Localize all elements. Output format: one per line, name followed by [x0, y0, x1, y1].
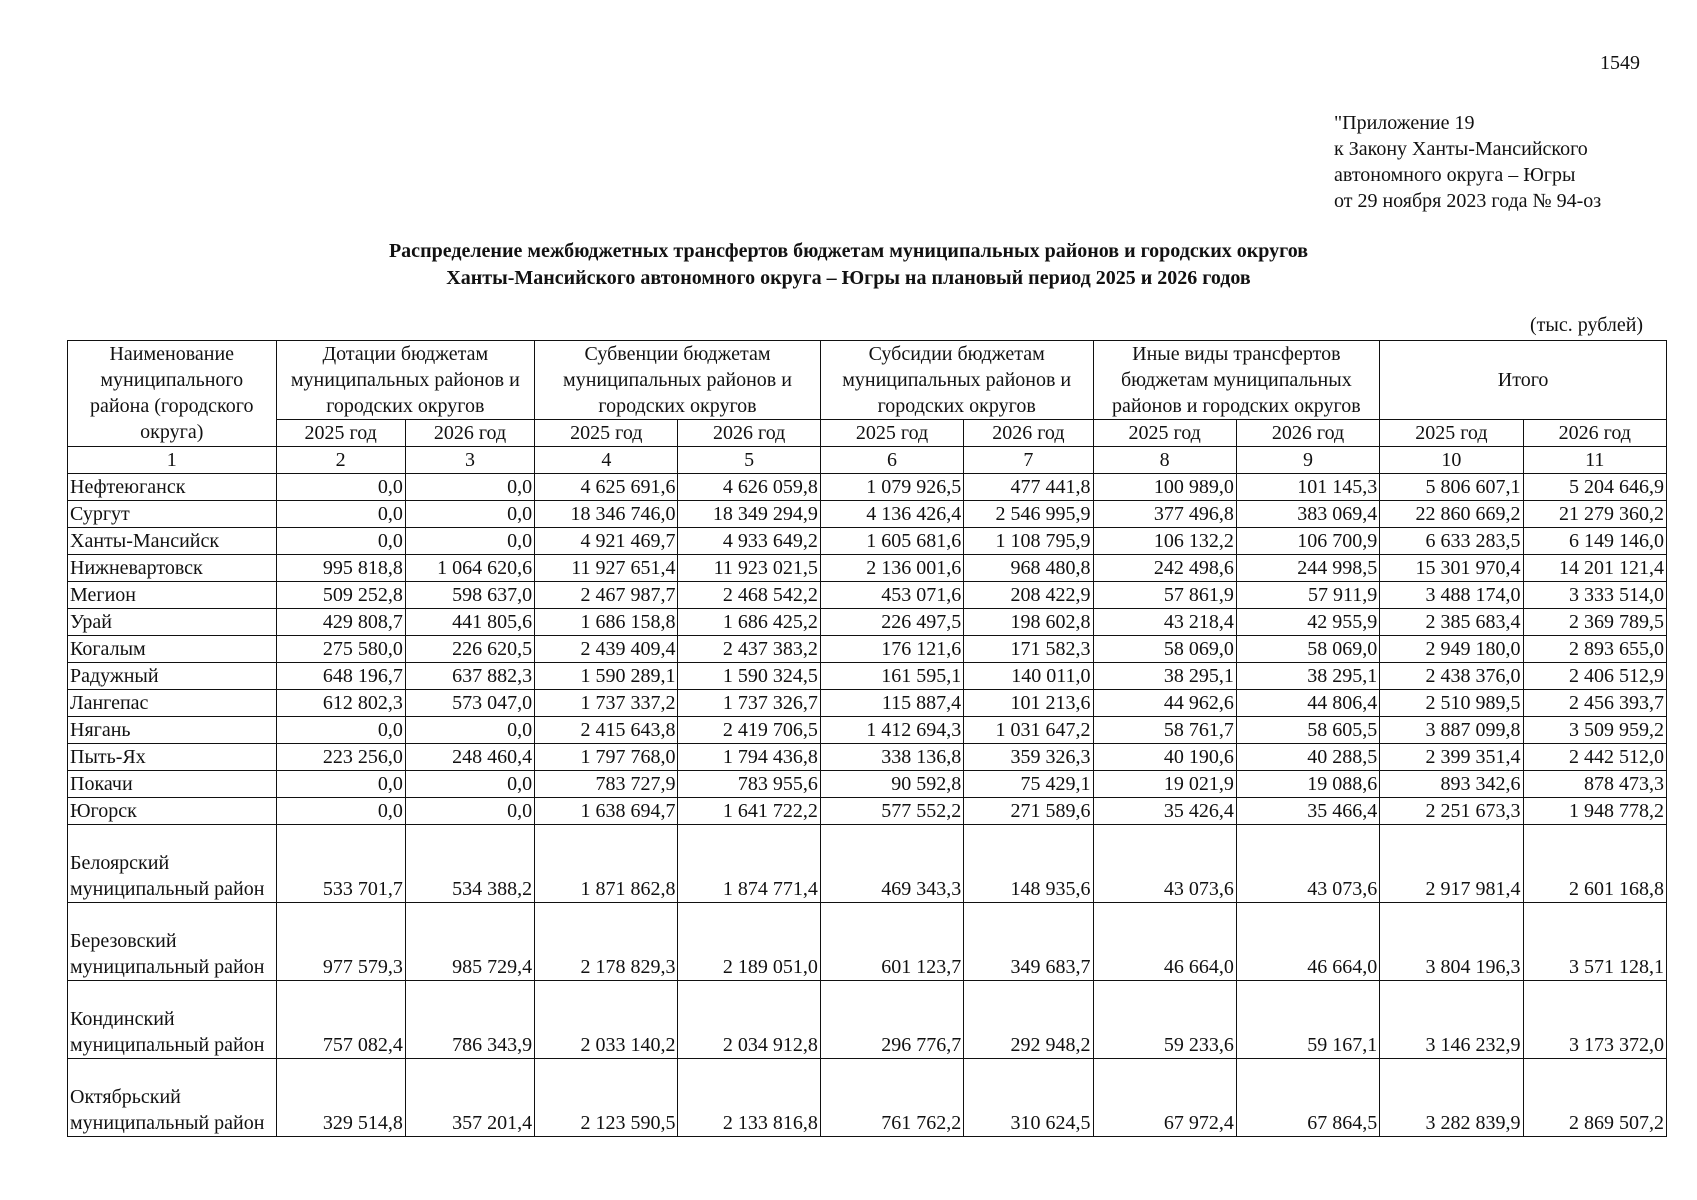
value-cell: 42 955,9 [1236, 609, 1379, 636]
header-municipality: Наименование муниципального района (городского округа) [68, 341, 277, 447]
title-line: Распределение межбюджетных трансфертов бюджетам муниципальных районов и городских округов [388, 240, 1309, 262]
value-cell: 271 589,6 [964, 798, 1093, 825]
value-cell: 985 729,4 [405, 903, 534, 981]
column-number-row [68, 447, 1667, 474]
year-header: 2025 год [820, 420, 963, 447]
value-cell: 46 664,0 [1236, 903, 1379, 981]
value-cell: 1 590 289,1 [535, 663, 678, 690]
municipality-name: Кондинский муниципальный район [68, 981, 277, 1059]
value-cell: 429 808,7 [276, 609, 405, 636]
appendix-line: "Приложение 19 [1334, 112, 1475, 134]
value-cell: 2 546 995,9 [964, 501, 1093, 528]
value-cell: 3 173 372,0 [1523, 981, 1666, 1059]
value-cell: 0,0 [405, 717, 534, 744]
value-cell: 43 073,6 [1093, 825, 1236, 903]
municipality-name: Лангепас [68, 690, 277, 717]
value-cell: 1 079 926,5 [820, 474, 963, 501]
year-header: 2026 год [1523, 420, 1666, 447]
value-cell: 248 460,4 [405, 744, 534, 771]
table-row [68, 663, 1667, 690]
table-row [68, 582, 1667, 609]
value-cell: 106 132,2 [1093, 528, 1236, 555]
value-cell: 43 073,6 [1236, 825, 1379, 903]
value-cell: 4 933 649,2 [678, 528, 820, 555]
value-cell: 3 509 959,2 [1523, 717, 1666, 744]
value-cell: 1 590 324,5 [678, 663, 820, 690]
municipality-name: Нягань [68, 717, 277, 744]
value-cell: 0,0 [405, 798, 534, 825]
table-row [68, 744, 1667, 771]
value-cell: 275 580,0 [276, 636, 405, 663]
value-cell: 3 282 839,9 [1380, 1059, 1523, 1137]
value-cell: 11 927 651,4 [535, 555, 678, 582]
column-number: 6 [820, 447, 963, 474]
value-cell: 226 497,5 [820, 609, 963, 636]
value-cell: 5 204 646,9 [1523, 474, 1666, 501]
value-cell: 1 064 620,6 [405, 555, 534, 582]
value-cell: 329 514,8 [276, 1059, 405, 1137]
value-cell: 242 498,6 [1093, 555, 1236, 582]
value-cell: 573 047,0 [405, 690, 534, 717]
units-label: (тыс. рублей) [1530, 314, 1644, 336]
column-number: 5 [678, 447, 820, 474]
year-header: 2026 год [678, 420, 820, 447]
header-group-row [68, 341, 1667, 420]
header-other-transfers: Иные виды трансфертов бюджетам муниципальных районов и городских округов [1093, 341, 1380, 420]
value-cell: 38 295,1 [1093, 663, 1236, 690]
value-cell: 534 388,2 [405, 825, 534, 903]
value-cell: 3 333 514,0 [1523, 582, 1666, 609]
value-cell: 1 031 647,2 [964, 717, 1093, 744]
value-cell: 35 426,4 [1093, 798, 1236, 825]
value-cell: 4 625 691,6 [535, 474, 678, 501]
value-cell: 6 149 146,0 [1523, 528, 1666, 555]
value-cell: 3 488 174,0 [1380, 582, 1523, 609]
column-number: 8 [1093, 447, 1236, 474]
value-cell: 1 871 862,8 [535, 825, 678, 903]
value-cell: 15 301 970,4 [1380, 555, 1523, 582]
value-cell: 11 923 021,5 [678, 555, 820, 582]
column-number: 3 [405, 447, 534, 474]
value-cell: 19 021,9 [1093, 771, 1236, 798]
value-cell: 968 480,8 [964, 555, 1093, 582]
value-cell: 783 955,6 [678, 771, 820, 798]
value-cell: 383 069,4 [1236, 501, 1379, 528]
value-cell: 441 805,6 [405, 609, 534, 636]
value-cell: 637 882,3 [405, 663, 534, 690]
value-cell: 2 438 376,0 [1380, 663, 1523, 690]
value-cell: 2 399 351,4 [1380, 744, 1523, 771]
municipality-name: Покачи [68, 771, 277, 798]
value-cell: 2 510 989,5 [1380, 690, 1523, 717]
value-cell: 977 579,3 [276, 903, 405, 981]
column-number: 10 [1380, 447, 1523, 474]
value-cell: 0,0 [276, 528, 405, 555]
value-cell: 1 948 778,2 [1523, 798, 1666, 825]
value-cell: 2 601 168,8 [1523, 825, 1666, 903]
value-cell: 208 422,9 [964, 582, 1093, 609]
value-cell: 44 806,4 [1236, 690, 1379, 717]
header-total: Итого [1380, 341, 1667, 420]
value-cell: 101 145,3 [1236, 474, 1379, 501]
table-row [68, 981, 1667, 1059]
title-line: Ханты-Мансийского автономного округа – Югры на плановый период 2025 и 2026 годов [446, 267, 1251, 289]
value-cell: 59 167,1 [1236, 981, 1379, 1059]
column-number: 1 [68, 447, 277, 474]
value-cell: 171 582,3 [964, 636, 1093, 663]
value-cell: 40 190,6 [1093, 744, 1236, 771]
value-cell: 893 342,6 [1380, 771, 1523, 798]
municipality-name: Ханты-Мансийск [68, 528, 277, 555]
value-cell: 0,0 [276, 717, 405, 744]
value-cell: 1 605 681,6 [820, 528, 963, 555]
value-cell: 786 343,9 [405, 981, 534, 1059]
header-grants: Дотации бюджетам муниципальных районов и городских округов [276, 341, 535, 420]
value-cell: 2 136 001,6 [820, 555, 963, 582]
value-cell: 3 146 232,9 [1380, 981, 1523, 1059]
value-cell: 577 552,2 [820, 798, 963, 825]
value-cell: 46 664,0 [1093, 903, 1236, 981]
value-cell: 59 233,6 [1093, 981, 1236, 1059]
value-cell: 2 949 180,0 [1380, 636, 1523, 663]
table-row [68, 771, 1667, 798]
value-cell: 1 686 425,2 [678, 609, 820, 636]
value-cell: 0,0 [276, 798, 405, 825]
value-cell: 14 201 121,4 [1523, 555, 1666, 582]
table-row [68, 636, 1667, 663]
page-number: 1549 [1600, 52, 1640, 74]
value-cell: 2 893 655,0 [1523, 636, 1666, 663]
municipality-name: Когалым [68, 636, 277, 663]
value-cell: 349 683,7 [964, 903, 1093, 981]
value-cell: 0,0 [276, 771, 405, 798]
table-row [68, 528, 1667, 555]
value-cell: 2 133 816,8 [678, 1059, 820, 1137]
value-cell: 2 385 683,4 [1380, 609, 1523, 636]
value-cell: 1 641 722,2 [678, 798, 820, 825]
value-cell: 4 626 059,8 [678, 474, 820, 501]
appendix-line: автономного округа – Югры [1334, 164, 1576, 186]
value-cell: 0,0 [405, 501, 534, 528]
table-row [68, 690, 1667, 717]
value-cell: 357 201,4 [405, 1059, 534, 1137]
year-header: 2025 год [1380, 420, 1523, 447]
year-header: 2025 год [276, 420, 405, 447]
value-cell: 338 136,8 [820, 744, 963, 771]
value-cell: 58 605,5 [1236, 717, 1379, 744]
table-row [68, 798, 1667, 825]
value-cell: 477 441,8 [964, 474, 1093, 501]
document-title [0, 238, 1697, 292]
column-number: 9 [1236, 447, 1379, 474]
table-row [68, 903, 1667, 981]
value-cell: 101 213,6 [964, 690, 1093, 717]
municipality-name: Березовский муниципальный район [68, 903, 277, 981]
value-cell: 58 069,0 [1093, 636, 1236, 663]
value-cell: 2 917 981,4 [1380, 825, 1523, 903]
value-cell: 2 369 789,5 [1523, 609, 1666, 636]
appendix-reference [1334, 110, 1601, 214]
value-cell: 359 326,3 [964, 744, 1093, 771]
value-cell: 509 252,8 [276, 582, 405, 609]
value-cell: 783 727,9 [535, 771, 678, 798]
value-cell: 2 442 512,0 [1523, 744, 1666, 771]
value-cell: 2 869 507,2 [1523, 1059, 1666, 1137]
value-cell: 67 972,4 [1093, 1059, 1236, 1137]
table-row [68, 717, 1667, 744]
value-cell: 2 034 912,8 [678, 981, 820, 1059]
value-cell: 1 108 795,9 [964, 528, 1093, 555]
value-cell: 22 860 669,2 [1380, 501, 1523, 528]
value-cell: 2 406 512,9 [1523, 663, 1666, 690]
value-cell: 2 456 393,7 [1523, 690, 1666, 717]
value-cell: 2 189 051,0 [678, 903, 820, 981]
value-cell: 878 473,3 [1523, 771, 1666, 798]
table-row [68, 825, 1667, 903]
table-row [68, 609, 1667, 636]
value-cell: 6 633 283,5 [1380, 528, 1523, 555]
value-cell: 377 496,8 [1093, 501, 1236, 528]
value-cell: 18 346 746,0 [535, 501, 678, 528]
table-row [68, 474, 1667, 501]
value-cell: 4 136 426,4 [820, 501, 963, 528]
table-row [68, 555, 1667, 582]
municipality-name: Урай [68, 609, 277, 636]
value-cell: 21 279 360,2 [1523, 501, 1666, 528]
value-cell: 0,0 [405, 474, 534, 501]
value-cell: 2 439 409,4 [535, 636, 678, 663]
value-cell: 2 419 706,5 [678, 717, 820, 744]
municipality-name: Югорск [68, 798, 277, 825]
value-cell: 995 818,8 [276, 555, 405, 582]
value-cell: 58 761,7 [1093, 717, 1236, 744]
table-row [68, 501, 1667, 528]
value-cell: 38 295,1 [1236, 663, 1379, 690]
value-cell: 648 196,7 [276, 663, 405, 690]
transfers-table [67, 340, 1667, 1137]
value-cell: 75 429,1 [964, 771, 1093, 798]
value-cell: 57 911,9 [1236, 582, 1379, 609]
value-cell: 1 794 436,8 [678, 744, 820, 771]
column-number: 7 [964, 447, 1093, 474]
municipality-name: Мегион [68, 582, 277, 609]
value-cell: 3 887 099,8 [1380, 717, 1523, 744]
value-cell: 0,0 [405, 771, 534, 798]
value-cell: 2 178 829,3 [535, 903, 678, 981]
municipality-name: Нижневартовск [68, 555, 277, 582]
header-subsidies: Субсидии бюджетам муниципальных районов и городских округов [820, 341, 1093, 420]
municipality-name: Белоярский муниципальный район [68, 825, 277, 903]
value-cell: 67 864,5 [1236, 1059, 1379, 1137]
value-cell: 40 288,5 [1236, 744, 1379, 771]
value-cell: 148 935,6 [964, 825, 1093, 903]
year-header: 2026 год [1236, 420, 1379, 447]
table-body [68, 474, 1667, 1137]
year-header: 2026 год [964, 420, 1093, 447]
value-cell: 296 776,7 [820, 981, 963, 1059]
value-cell: 2 251 673,3 [1380, 798, 1523, 825]
value-cell: 43 218,4 [1093, 609, 1236, 636]
value-cell: 115 887,4 [820, 690, 963, 717]
value-cell: 44 962,6 [1093, 690, 1236, 717]
municipality-name: Сургут [68, 501, 277, 528]
value-cell: 198 602,8 [964, 609, 1093, 636]
value-cell: 601 123,7 [820, 903, 963, 981]
appendix-line: к Закону Ханты-Мансийского [1334, 138, 1588, 160]
value-cell: 106 700,9 [1236, 528, 1379, 555]
value-cell: 2 033 140,2 [535, 981, 678, 1059]
value-cell: 757 082,4 [276, 981, 405, 1059]
value-cell: 3 804 196,3 [1380, 903, 1523, 981]
year-header: 2026 год [405, 420, 534, 447]
value-cell: 0,0 [405, 528, 534, 555]
value-cell: 2 123 590,5 [535, 1059, 678, 1137]
value-cell: 244 998,5 [1236, 555, 1379, 582]
value-cell: 3 571 128,1 [1523, 903, 1666, 981]
appendix-line: от 29 ноября 2023 года № 94-оз [1334, 190, 1602, 212]
value-cell: 19 088,6 [1236, 771, 1379, 798]
value-cell: 226 620,5 [405, 636, 534, 663]
value-cell: 761 762,2 [820, 1059, 963, 1137]
municipality-name: Нефтеюганск [68, 474, 277, 501]
table-row [68, 1059, 1667, 1137]
value-cell: 161 595,1 [820, 663, 963, 690]
column-number: 2 [276, 447, 405, 474]
value-cell: 1 737 337,2 [535, 690, 678, 717]
value-cell: 310 624,5 [964, 1059, 1093, 1137]
value-cell: 1 737 326,7 [678, 690, 820, 717]
value-cell: 1 638 694,7 [535, 798, 678, 825]
value-cell: 1 874 771,4 [678, 825, 820, 903]
value-cell: 612 802,3 [276, 690, 405, 717]
value-cell: 453 071,6 [820, 582, 963, 609]
value-cell: 1 686 158,8 [535, 609, 678, 636]
column-number: 11 [1523, 447, 1666, 474]
value-cell: 292 948,2 [964, 981, 1093, 1059]
header-year-row [68, 420, 1667, 447]
value-cell: 176 121,6 [820, 636, 963, 663]
value-cell: 100 989,0 [1093, 474, 1236, 501]
value-cell: 0,0 [276, 474, 405, 501]
value-cell: 0,0 [276, 501, 405, 528]
value-cell: 140 011,0 [964, 663, 1093, 690]
value-cell: 18 349 294,9 [678, 501, 820, 528]
value-cell: 2 468 542,2 [678, 582, 820, 609]
value-cell: 35 466,4 [1236, 798, 1379, 825]
value-cell: 57 861,9 [1093, 582, 1236, 609]
municipality-name: Пыть-Ях [68, 744, 277, 771]
value-cell: 223 256,0 [276, 744, 405, 771]
value-cell: 2 467 987,7 [535, 582, 678, 609]
value-cell: 469 343,3 [820, 825, 963, 903]
year-header: 2025 год [535, 420, 678, 447]
value-cell: 58 069,0 [1236, 636, 1379, 663]
municipality-name: Радужный [68, 663, 277, 690]
value-cell: 90 592,8 [820, 771, 963, 798]
year-header: 2025 год [1093, 420, 1236, 447]
value-cell: 2 437 383,2 [678, 636, 820, 663]
value-cell: 1 412 694,3 [820, 717, 963, 744]
value-cell: 1 797 768,0 [535, 744, 678, 771]
value-cell: 533 701,7 [276, 825, 405, 903]
value-cell: 4 921 469,7 [535, 528, 678, 555]
value-cell: 5 806 607,1 [1380, 474, 1523, 501]
header-subventions: Субвенции бюджетам муниципальных районов и городских округов [535, 341, 821, 420]
municipality-name: Октябрьский муниципальный район [68, 1059, 277, 1137]
value-cell: 2 415 643,8 [535, 717, 678, 744]
column-number: 4 [535, 447, 678, 474]
value-cell: 598 637,0 [405, 582, 534, 609]
